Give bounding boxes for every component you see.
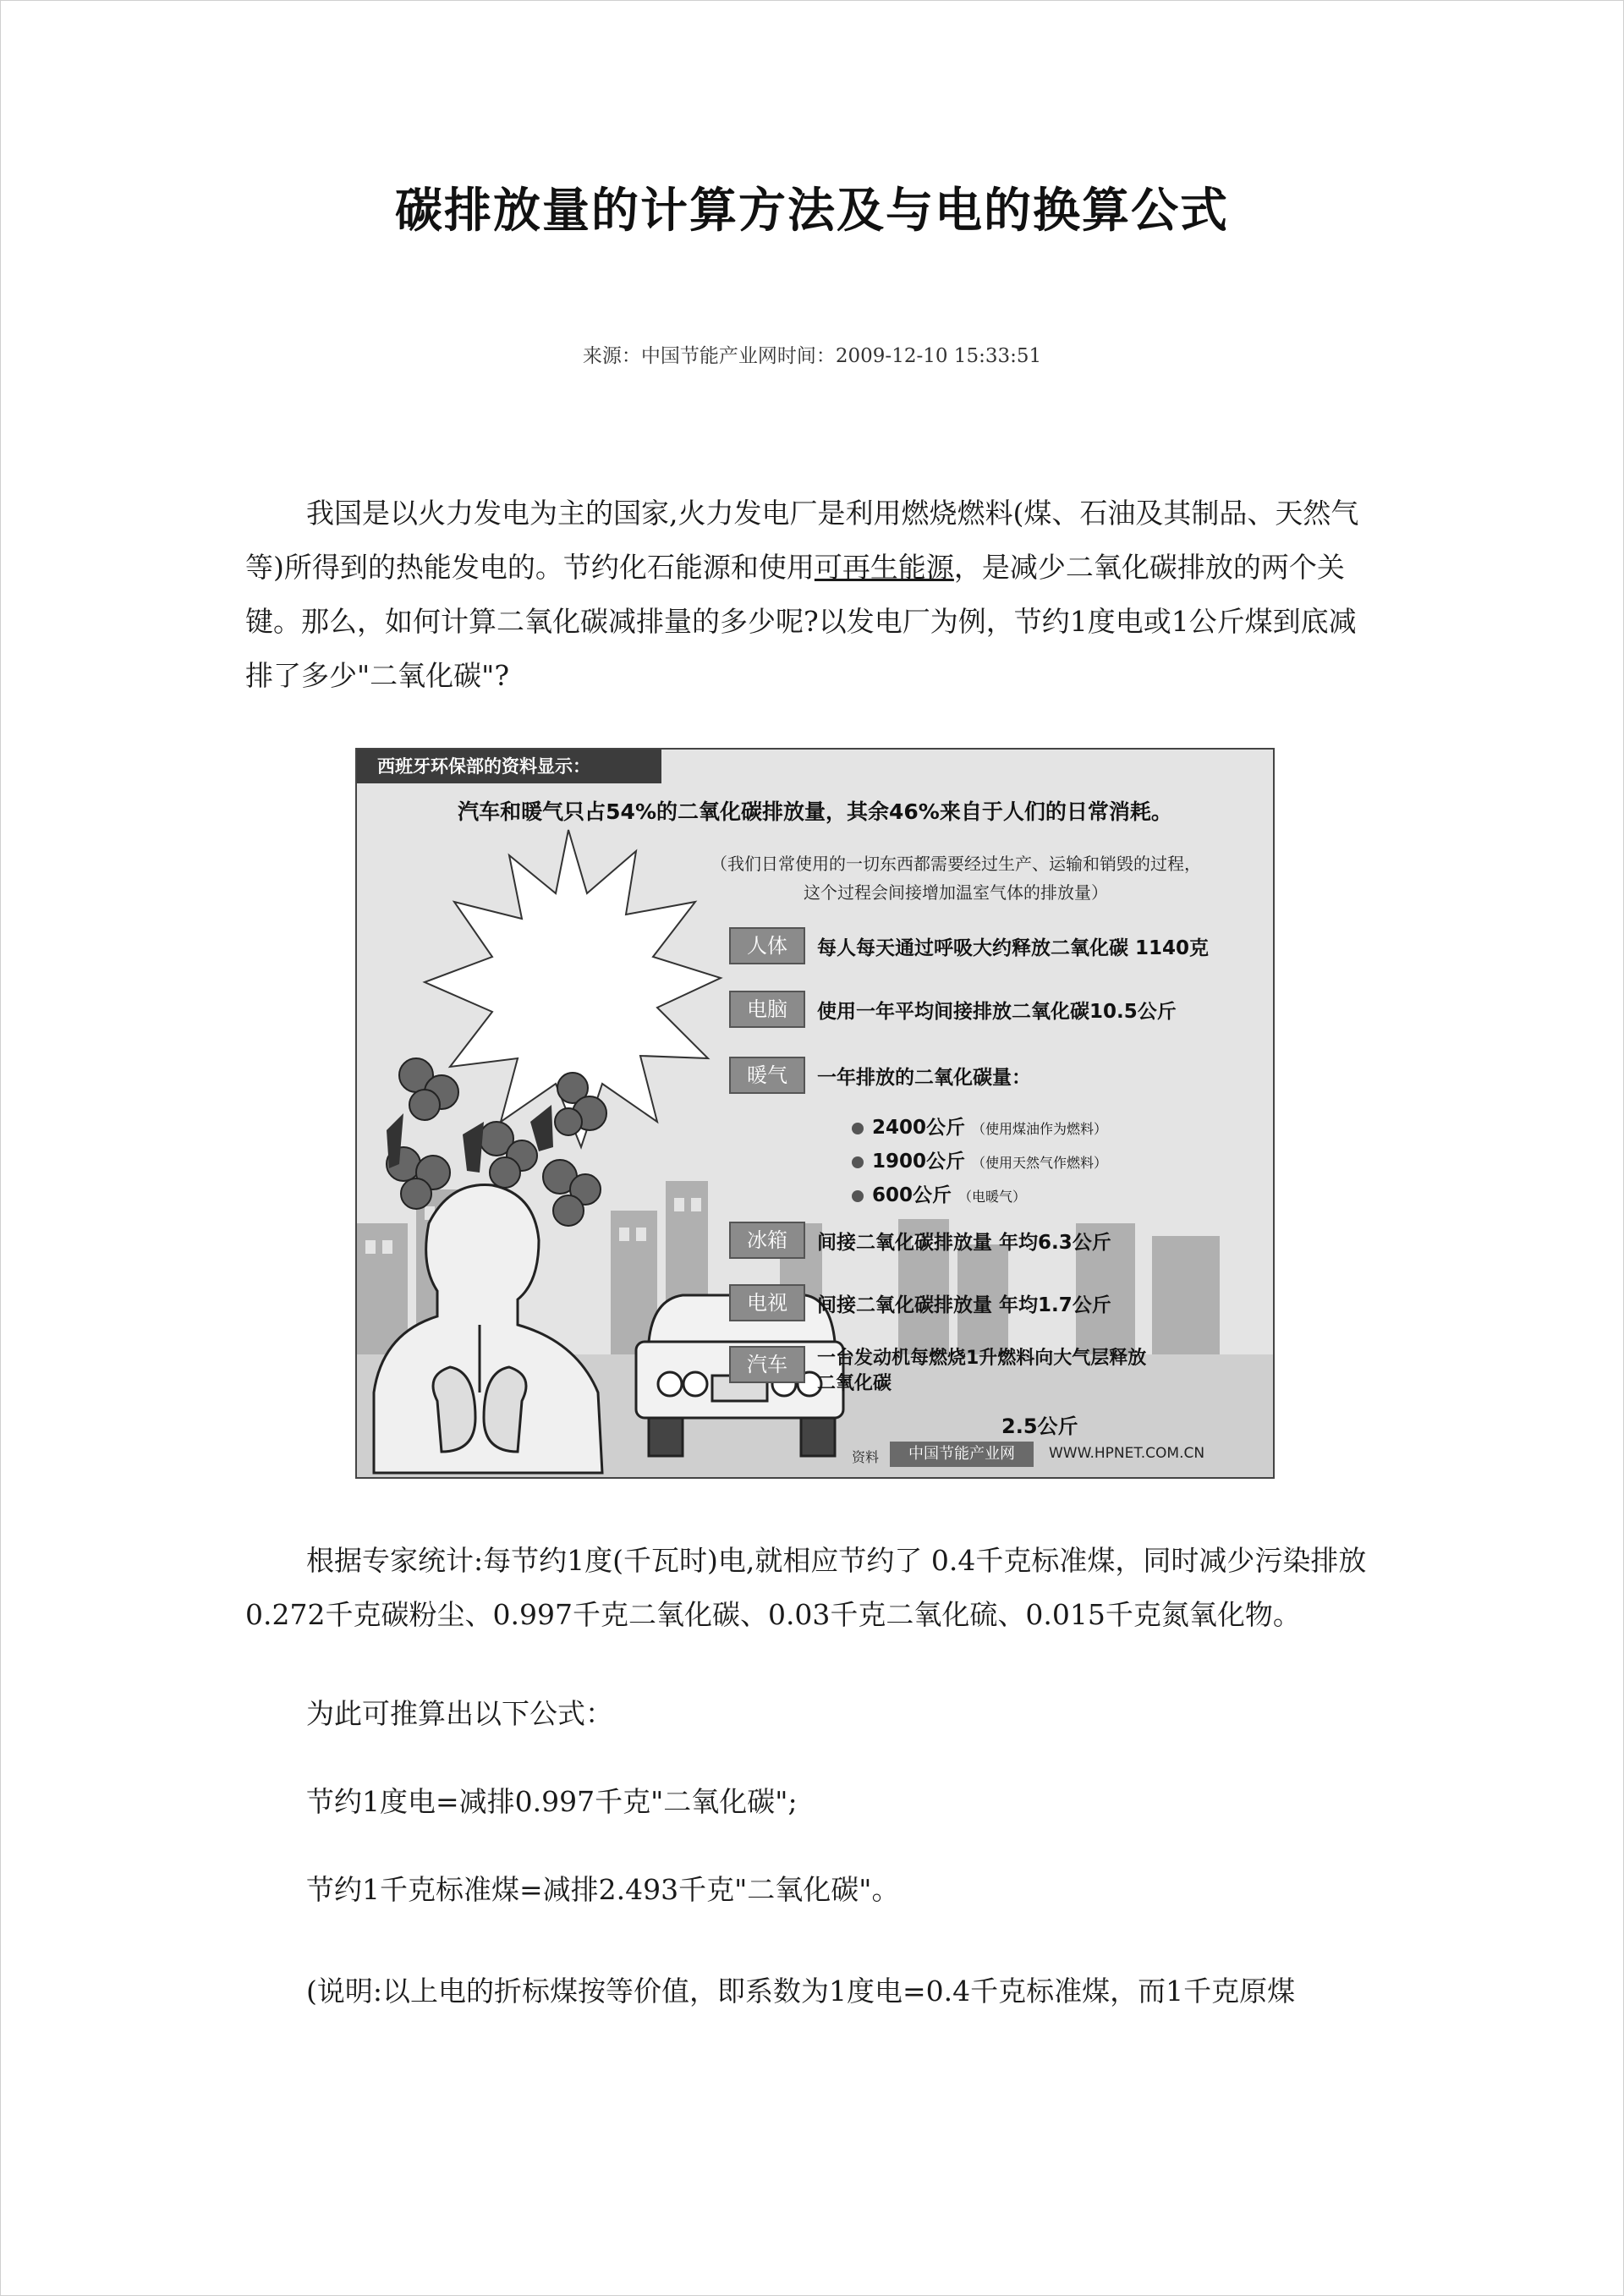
intro-text-2: ，是减少二氧化碳排放的两个关键。那么，如何计算二氧化碳减排量的多少呢?以发电厂为例，节约1度电或1公斤煤到底减排了多少"二氧化碳"? — [245, 551, 1357, 692]
car-value: 2.5公斤 — [1001, 1414, 1078, 1438]
row-heating-text: 一年排放的二氧化碳量： — [817, 1067, 1031, 1089]
infographic-header: 西班牙环保部的资料显示： — [357, 750, 661, 783]
source-meta: 来源：中国节能产业网时间：2009-12-10 15:33:51 — [582, 345, 1042, 367]
site-url: WWW.HPNET.COM.CN — [1049, 1445, 1205, 1462]
tag-heating: 暖气 — [729, 1057, 805, 1094]
infographic-headline: 汽车和暖气只占54%的二氧化碳排放量，其余46%来自于人们的日常消耗。 — [458, 799, 1172, 824]
tag-car: 汽车 — [729, 1346, 805, 1383]
bullet-icon — [852, 1190, 864, 1202]
row-computer-text: 使用一年平均间接排放二氧化碳10.5公斤 — [817, 1001, 1177, 1023]
tag-body: 人体 — [729, 927, 805, 964]
page-title: 碳排放量的计算方法及与电的换算公式 — [395, 183, 1229, 239]
person-lungs — [374, 1185, 602, 1473]
infographic-subtext: （我们日常使用的一切东西都需要经过生产、运输和销毁的过程，这个过程会间接增加温室气体的排放量） — [710, 854, 1201, 903]
heating-item: 2400公斤 （使用煤油作为燃料） — [852, 1112, 1107, 1140]
heating-item: 600公斤 （电暖气） — [852, 1179, 1026, 1207]
row-tv-text: 间接二氧化碳排放量 年均1.7公斤 — [817, 1294, 1111, 1316]
tag-computer: 电脑 — [729, 991, 805, 1028]
bullet-icon — [852, 1123, 864, 1134]
infographic: 西班牙环保部的资料显示： 汽车和暖气只占54%的二氧化碳排放量，其余46%来自于人们的日常消耗。 （我们日常使用的一切东西都需要经过生产、运输和销毁的过程，这个过程会间接增加温室气体的排放量） 人体 每人每天通过呼吸大约释放二氧化碳 1140克 电脑 使用一年平均间接排放二氧化碳10.5公斤 暖气 一年排放的二氧化碳量： 2400公斤 （使用煤油作为燃料） 1900公斤 （使用天然气作燃料） 600公斤 （电暖气） 冰箱 间接二氧化碳排放量 年均6.3公斤 电视 间接二氧化碳排放量 年均1.7公斤 汽车 一台发动机每燃烧1升燃料向大气层释放二氧化碳 2.5公斤 资料 中国节能产业网 WWW.HPNET.COM.CN — [355, 748, 1275, 1479]
site-logo: 中国节能产业网 — [890, 1442, 1034, 1467]
formula-intro: 为此可推算出以下公式： — [306, 1697, 613, 1730]
intro-text-1: 我国是以火力发电为主的国家,火力发电厂是利用燃烧燃料(煤、石油及其制品、天然气等)所得到的热能发电的。节约化石能源和使用 — [245, 497, 1359, 584]
heating-item: 1900公斤 （使用天然气作燃料） — [852, 1145, 1107, 1173]
row-fridge-text: 间接二氧化碳排放量 年均6.3公斤 — [817, 1232, 1111, 1254]
stats-paragraph: 根据专家统计:每节约1度(千瓦时)电,就相应节约了 0.4千克标准煤，同时减少污染排放0.272千克碳粉尘、0.997千克二氧化碳、0.03千克二氧化硫、0.015千克氮氧化物。 — [245, 1544, 1367, 1631]
bullet-icon — [852, 1156, 864, 1168]
renewable-energy-link[interactable]: 可再生能源 — [814, 551, 954, 584]
tag-fridge: 冰箱 — [729, 1222, 805, 1259]
formula-coal: 节约1千克标准煤=减排2.493千克"二氧化碳"。 — [306, 1873, 900, 1906]
formula-electricity: 节约1度电=减排0.997千克"二氧化碳"; — [306, 1785, 798, 1818]
source-label: 资料 — [852, 1449, 880, 1465]
intro-paragraph — [245, 486, 1383, 703]
row-body-text: 每人每天通过呼吸大约释放二氧化碳 1140克 — [817, 937, 1210, 959]
tag-tv: 电视 — [729, 1284, 805, 1321]
note-line: (说明:以上电的折标煤按等价值，即系数为1度电=0.4千克标准煤，而1千克原煤 — [306, 1975, 1296, 2008]
